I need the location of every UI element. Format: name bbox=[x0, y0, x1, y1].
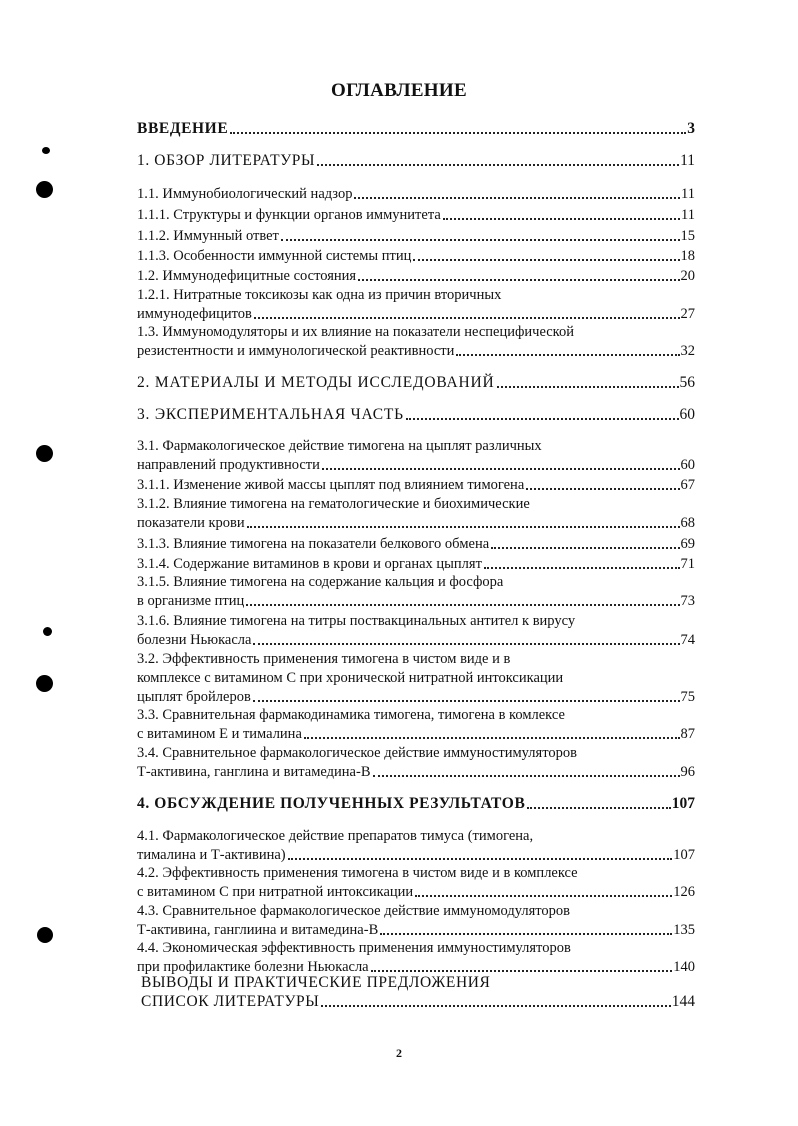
page-title: ОГЛАВЛЕНИЕ bbox=[331, 80, 467, 101]
toc-entry-3-1-5-line1: 3.1.5. Влияние тимогена на содержание кальция и фосфора bbox=[137, 574, 504, 590]
toc-entry-3-1-1[interactable]: 3.1.1. Изменение живой массы цыплят под влиянием тимогена 67 bbox=[137, 477, 695, 493]
toc-entry-3-4-line1: 3.4. Сравнительное фармакологическое действие иммуностимуляторов bbox=[137, 745, 577, 761]
toc-entry-conclusions[interactable]: ВЫВОДЫ И ПРАКТИЧЕСКИЕ ПРЕДЛОЖЕНИЯ bbox=[141, 974, 491, 991]
page-number: 2 bbox=[396, 1046, 402, 1060]
binding-hole bbox=[36, 445, 53, 462]
toc-entry-1-1-2[interactable]: 1.1.2. Иммунный ответ 15 bbox=[137, 228, 695, 244]
toc-entry-3-3-line1: 3.3. Сравнительная фармакодинамика тимогена, тимогена в комлексе bbox=[137, 707, 565, 723]
toc-entry-3-1[interactable]: направлений продуктивности 60 bbox=[137, 457, 695, 473]
toc-entry-4-2-line1: 4.2. Эффективность применения тимогена в чистом виде и в комплексе bbox=[137, 865, 578, 881]
toc-entry-chapter-3[interactable]: 3. ЭКСПЕРИМЕНТАЛЬНАЯ ЧАСТЬ 60 bbox=[137, 406, 695, 423]
toc-entry-3-1-5[interactable]: в организме птиц 73 bbox=[137, 593, 695, 609]
toc-entry-3-1-2[interactable]: показатели крови 68 bbox=[137, 515, 695, 531]
toc-entry-chapter-4[interactable]: 4. ОБСУЖДЕНИЕ ПОЛУЧЕННЫХ РЕЗУЛЬТАТОВ 107 bbox=[137, 795, 695, 812]
toc-entry-chapter-2[interactable]: 2. МАТЕРИАЛЫ И МЕТОДЫ ИССЛЕДОВАНИЙ 56 bbox=[137, 374, 695, 391]
toc-entry-3-1-3[interactable]: 3.1.3. Влияние тимогена на показатели белкового обмена 69 bbox=[137, 536, 695, 552]
toc-entry-4-4[interactable]: при профилактике болезни Ньюкасла 140 bbox=[137, 959, 695, 975]
toc-entry-3-2-line2: комплексе с витамином С при хронической нитратной интоксикации bbox=[137, 670, 564, 686]
toc-entry-3-2[interactable]: цыплят бройлеров 75 bbox=[137, 689, 695, 705]
binding-hole bbox=[36, 181, 53, 198]
toc-entry-1-2-1-line1: 1.2.1. Нитратные токсикозы как одна из причин вторичных bbox=[137, 287, 502, 303]
toc-entry-1-2[interactable]: 1.2. Иммунодефицитные состояния 20 bbox=[137, 268, 695, 284]
toc-entry-3-3[interactable]: с витамином Е и тималина 87 bbox=[137, 726, 695, 742]
toc-entry-3-1-6-line1: 3.1.6. Влияние тимогена на титры поствакцинальных антител к вирусу bbox=[137, 613, 576, 629]
toc-entry-4-2[interactable]: с витамином С при нитратной интоксикации 126 bbox=[137, 884, 695, 900]
toc-entry-4-1[interactable]: тималина и Т-активина) 107 bbox=[137, 847, 695, 863]
toc-entry-3-1-6[interactable]: болезни Ньюкасла 74 bbox=[137, 632, 695, 648]
toc-entry-4-3[interactable]: Т-активина, ганглиина и витамедина-В 135 bbox=[137, 922, 695, 938]
toc-entry-4-4-line1: 4.4. Экономическая эффективность применения иммуностимуляторов bbox=[137, 940, 571, 956]
toc-entry-3-1-2-line1: 3.1.2. Влияние тимогена на гематологические и биохимические bbox=[137, 496, 530, 512]
binding-hole bbox=[37, 927, 53, 943]
scan-speck bbox=[42, 147, 50, 154]
scan-speck bbox=[43, 627, 52, 636]
toc-entry-4-3-line1: 4.3. Сравнительное фармакологическое действие иммуномодуляторов bbox=[137, 903, 570, 919]
toc-entry-3-2-line1: 3.2. Эффективность применения тимогена в чистом виде и в bbox=[137, 651, 511, 667]
toc-entry-1-1-3[interactable]: 1.1.3. Особенности иммунной системы птиц 18 bbox=[137, 248, 695, 264]
toc-entry-1-3[interactable]: резистентности и иммунологической реактивности 32 bbox=[137, 343, 695, 359]
toc-entry-1-3-line1: 1.3. Иммуномодуляторы и их влияние на показатели неспецифической bbox=[137, 324, 574, 340]
toc-entry-references[interactable]: СПИСОК ЛИТЕРАТУРЫ 144 bbox=[141, 993, 695, 1010]
toc-entry-1-1[interactable]: 1.1. Иммунобиологический надзор 11 bbox=[137, 186, 695, 202]
binding-hole bbox=[36, 675, 53, 692]
toc-entry-3-1-line1: 3.1. Фармакологическое действие тимогена на цыплят различных bbox=[137, 438, 542, 454]
toc-entry-4-1-line1: 4.1. Фармакологическое действие препаратов тимуса (тимогена, bbox=[137, 828, 534, 844]
toc-entry-intro[interactable]: ВВЕДЕНИЕ 3 bbox=[137, 120, 695, 137]
toc-entry-1-1-1[interactable]: 1.1.1. Структуры и функции органов иммунитета 11 bbox=[137, 207, 695, 223]
toc-entry-3-1-4[interactable]: 3.1.4. Содержание витаминов в крови и органах цыплят 71 bbox=[137, 556, 695, 572]
toc-entry-chapter-1[interactable]: 1. ОБЗОР ЛИТЕРАТУРЫ 11 bbox=[137, 152, 695, 169]
toc-entry-1-2-1[interactable]: иммунодефицитов 27 bbox=[137, 306, 695, 322]
toc-entry-3-4[interactable]: Т-активина, ганглина и витамедина-В 96 bbox=[137, 764, 695, 780]
